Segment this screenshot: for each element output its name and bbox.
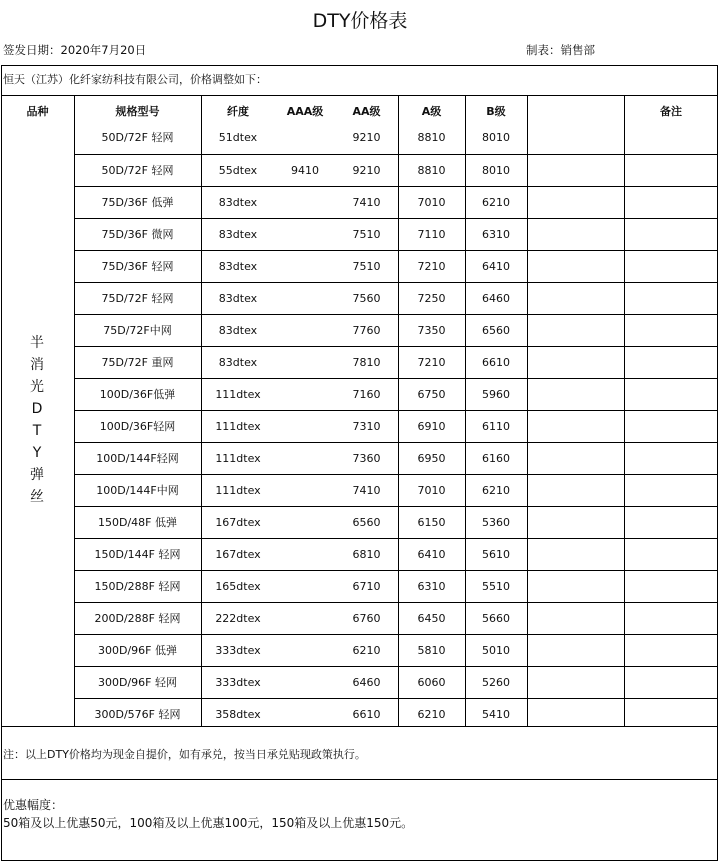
aaa-price-cell <box>275 219 335 250</box>
denier-cell: 165dtex <box>215 580 261 593</box>
aaa-price-cell <box>275 379 335 410</box>
table-row <box>74 698 718 730</box>
a-price-cell: 6410 <box>417 548 446 561</box>
denier-cell: 111dtex <box>215 484 261 497</box>
a-price-cell: 5810 <box>417 644 446 657</box>
aa-price-cell: 7560 <box>352 292 381 305</box>
aaa-price-cell <box>275 122 335 153</box>
b-price-cell: 8010 <box>482 131 510 144</box>
aa-price-cell: 7410 <box>352 196 381 209</box>
denier-cell: 83dtex <box>218 356 258 369</box>
a-price-cell: 6310 <box>417 580 446 593</box>
b-price-cell: 5510 <box>482 580 510 593</box>
variety-char: 半 <box>30 335 44 351</box>
b-price-cell: 6310 <box>482 228 510 241</box>
a-price-cell: 7210 <box>417 356 446 369</box>
denier-cell: 83dtex <box>218 292 258 305</box>
aaa-price-cell: 9410 <box>291 164 319 177</box>
a-price-cell: 7350 <box>417 324 446 337</box>
header-denier: 纤度 <box>227 105 249 118</box>
a-price-cell: 7010 <box>417 196 446 209</box>
b-price-cell: 6410 <box>482 260 510 273</box>
denier-cell: 167dtex <box>215 548 261 561</box>
table-row <box>74 378 718 410</box>
denier-cell: 333dtex <box>215 644 261 657</box>
table-row <box>74 410 718 442</box>
a-price-cell: 6750 <box>417 388 446 401</box>
variety-char: 弹 <box>30 467 44 483</box>
aaa-price-cell <box>275 635 335 666</box>
aa-price-cell: 7160 <box>352 388 381 401</box>
issue-date: 签发日期：2020年7月20日 <box>3 43 147 57</box>
aaa-price-cell <box>275 667 335 698</box>
denier-cell: 167dtex <box>215 516 261 529</box>
aa-price-cell: 6460 <box>352 676 381 689</box>
aa-price-cell: 6810 <box>352 548 381 561</box>
table-row <box>74 154 718 186</box>
b-price-cell: 6160 <box>482 452 510 465</box>
note-bottom-line <box>1 779 718 780</box>
variety-char: D <box>31 401 43 417</box>
variety-char: 光 <box>30 379 44 395</box>
header-aa: AA级 <box>352 105 381 118</box>
aa-price-cell: 6710 <box>352 580 381 593</box>
spec-cell: 75D/72F中网 <box>103 324 172 337</box>
spec-cell: 100D/36F低弹 <box>99 388 176 401</box>
aaa-price-cell <box>275 603 335 634</box>
table-row <box>74 314 718 346</box>
table-row <box>74 218 718 250</box>
b-price-cell: 6560 <box>482 324 510 337</box>
a-price-cell: 8810 <box>417 164 446 177</box>
aa-price-cell: 7760 <box>352 324 381 337</box>
denier-cell: 83dtex <box>218 324 258 337</box>
aa-price-cell: 7810 <box>352 356 381 369</box>
b-price-cell: 6460 <box>482 292 510 305</box>
aaa-price-cell <box>275 507 335 538</box>
spec-cell: 300D/96F 低弹 <box>98 644 177 657</box>
aa-price-cell: 6610 <box>352 708 381 721</box>
header-variety: 品种 <box>26 105 49 118</box>
spec-cell: 200D/288F 轻网 <box>94 612 181 625</box>
aaa-price-cell <box>275 411 335 442</box>
spec-cell: 100D/144F轻网 <box>96 452 179 465</box>
aa-price-cell: 9210 <box>352 131 381 144</box>
table-row <box>74 474 718 506</box>
denier-cell: 83dtex <box>218 228 258 241</box>
b-price-cell: 5260 <box>482 676 510 689</box>
a-price-cell: 8810 <box>417 131 446 144</box>
aa-price-cell: 6760 <box>352 612 381 625</box>
spec-cell: 75D/36F 低弹 <box>101 196 174 209</box>
spec-cell: 100D/36F轻网 <box>99 420 176 433</box>
header-spec: 规格型号 <box>115 105 160 118</box>
a-price-cell: 6210 <box>417 708 446 721</box>
variety-char: Y <box>32 445 42 461</box>
spec-cell: 300D/96F 轻网 <box>98 676 177 689</box>
spec-cell: 150D/288F 轻网 <box>94 580 181 593</box>
table-row <box>74 538 718 570</box>
aaa-price-cell <box>275 251 335 282</box>
a-price-cell: 6150 <box>417 516 446 529</box>
header-top-line <box>1 95 718 96</box>
aaa-price-cell <box>275 443 335 474</box>
table-row <box>74 250 718 282</box>
a-price-cell: 6910 <box>417 420 446 433</box>
aaa-price-cell <box>275 571 335 602</box>
denier-cell: 51dtex <box>218 131 258 144</box>
header-a: A级 <box>421 105 442 118</box>
spec-cell: 75D/36F 轻网 <box>101 260 174 273</box>
aa-price-cell: 7310 <box>352 420 381 433</box>
denier-cell: 111dtex <box>215 452 261 465</box>
spec-cell: 100D/144F中网 <box>96 484 179 497</box>
b-price-cell: 6210 <box>482 196 510 209</box>
b-price-cell: 6610 <box>482 356 510 369</box>
a-price-cell: 7210 <box>417 260 446 273</box>
aaa-price-cell <box>275 539 335 570</box>
denier-cell: 83dtex <box>218 196 258 209</box>
variety-char: 消 <box>30 357 44 373</box>
spec-cell: 50D/72F 轻网 <box>101 131 174 144</box>
table-row <box>74 282 718 314</box>
variety-label <box>28 332 46 508</box>
aa-price-cell: 6210 <box>352 644 381 657</box>
table-row <box>74 122 718 154</box>
a-price-cell: 6060 <box>417 676 446 689</box>
a-price-cell: 7010 <box>417 484 446 497</box>
a-price-cell: 7250 <box>417 292 446 305</box>
b-price-cell: 5010 <box>482 644 510 657</box>
aa-price-cell: 7410 <box>352 484 381 497</box>
spec-cell: 75D/36F 微网 <box>101 228 174 241</box>
spec-cell: 300D/576F 轻网 <box>94 708 181 721</box>
table-row <box>74 634 718 666</box>
denier-cell: 222dtex <box>215 612 261 625</box>
denier-cell: 111dtex <box>215 420 261 433</box>
b-price-cell: 5960 <box>482 388 510 401</box>
b-price-cell: 8010 <box>482 164 510 177</box>
denier-cell: 83dtex <box>218 260 258 273</box>
spec-cell: 150D/48F 低弹 <box>98 516 177 529</box>
b-price-cell: 5360 <box>482 516 510 529</box>
aa-price-cell: 9210 <box>352 164 381 177</box>
variety-char: T <box>32 423 42 439</box>
denier-cell: 358dtex <box>215 708 261 721</box>
header-remark: 备注 <box>660 105 682 118</box>
aa-price-cell: 7360 <box>352 452 381 465</box>
aa-price-cell: 6560 <box>352 516 381 529</box>
table-row <box>74 666 718 698</box>
table-row <box>74 602 718 634</box>
b-price-cell: 5610 <box>482 548 510 561</box>
spec-cell: 150D/144F 轻网 <box>94 548 181 561</box>
aaa-price-cell <box>275 475 335 506</box>
aaa-price-cell <box>275 699 335 730</box>
b-price-cell: 5410 <box>482 708 510 721</box>
aa-price-cell: 7510 <box>352 260 381 273</box>
a-price-cell: 6950 <box>417 452 446 465</box>
aaa-price-cell <box>275 283 335 314</box>
note-text: 注：以上DTY价格均为现金自提价，如有承兑，按当日承兑贴现政策执行。 <box>3 748 366 761</box>
spec-cell: 75D/72F 重网 <box>101 356 174 369</box>
aaa-price-cell <box>275 347 335 378</box>
header-aaa: AAA级 <box>286 105 324 118</box>
discount-text: 50箱及以上优惠50元，100箱及以上优惠100元，150箱及以上优惠150元。 <box>3 816 414 830</box>
spec-cell: 75D/72F 轻网 <box>101 292 174 305</box>
spec-cell: 50D/72F 轻网 <box>101 164 174 177</box>
table-row <box>74 186 718 218</box>
table-row <box>74 442 718 474</box>
discount-title: 优惠幅度： <box>3 798 64 812</box>
page-title: DTY价格表 <box>312 10 408 32</box>
table-row <box>74 346 718 378</box>
denier-cell: 55dtex <box>218 164 258 177</box>
a-price-cell: 6450 <box>417 612 446 625</box>
aaa-price-cell <box>275 315 335 346</box>
b-price-cell: 6110 <box>482 420 510 433</box>
intro-text: 恒天（江苏）化纤家纺科技有限公司，价格调整如下： <box>3 73 267 86</box>
table-row <box>74 506 718 538</box>
variety-char: 丝 <box>30 489 44 505</box>
table-row <box>74 570 718 602</box>
denier-cell: 111dtex <box>215 388 261 401</box>
aaa-price-cell <box>275 187 335 218</box>
a-price-cell: 7110 <box>417 228 446 241</box>
b-price-cell: 6210 <box>482 484 510 497</box>
b-price-cell: 5660 <box>482 612 510 625</box>
maker: 制表：销售部 <box>526 43 595 57</box>
header-b: B级 <box>486 105 506 118</box>
denier-cell: 333dtex <box>215 676 261 689</box>
aa-price-cell: 7510 <box>352 228 381 241</box>
